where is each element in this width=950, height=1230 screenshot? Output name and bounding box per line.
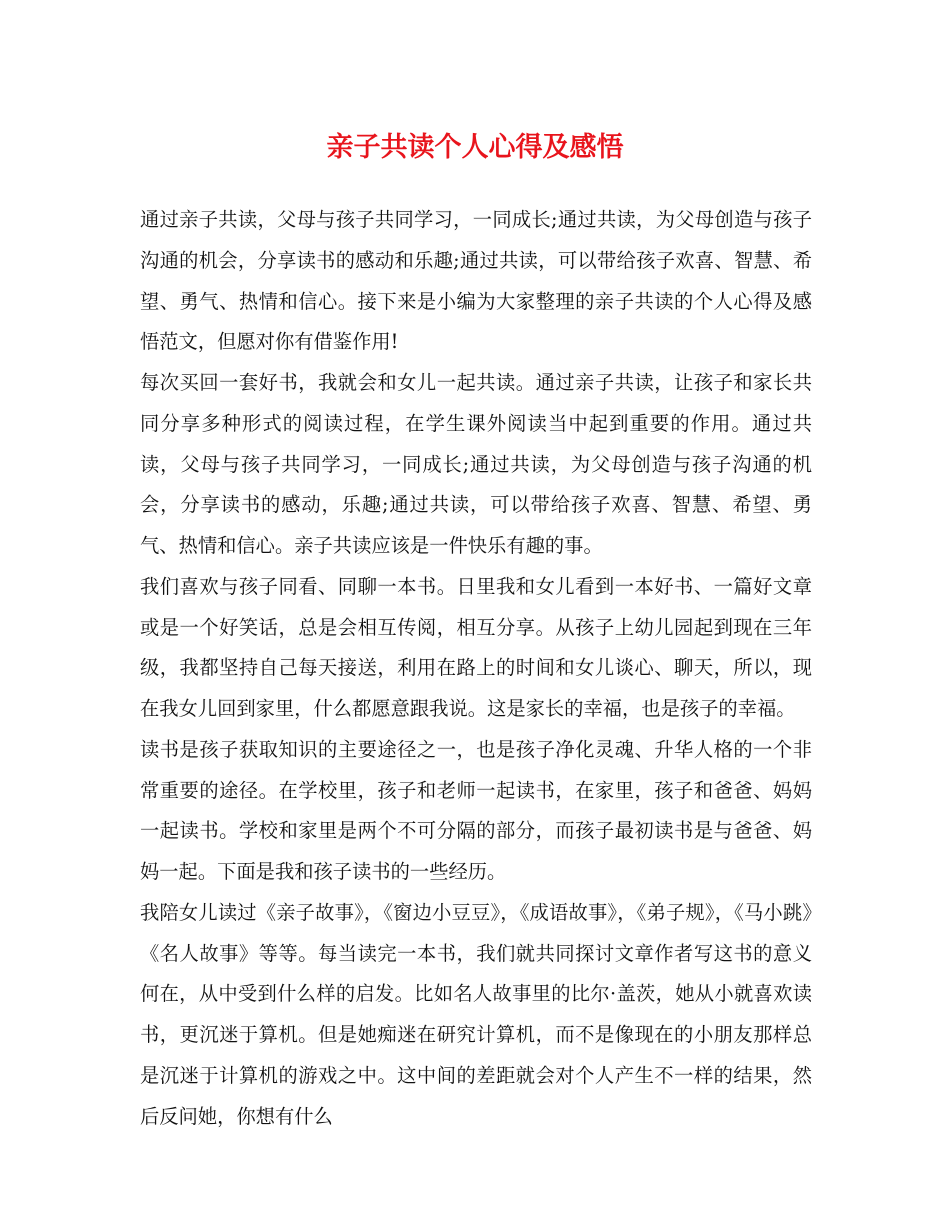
paragraph-1: 通过亲子共读，父母与孩子共同学习，一同成长;通过共读，为父母创造与孩子沟通的机会，分享读书的感动和乐趣;通过共读，可以带给孩子欢喜、智慧、希望、勇气、热情和信心。接下来是小编为大家整理的亲子共读的个人心得及感悟范文，但愿对你有借鉴作用! — [140, 208, 812, 354]
paragraph-4: 读书是孩子获取知识的主要途径之一，也是孩子净化灵魂、升华人格的一个非常重要的途径。在学校里，孩子和老师一起读书，在家里，孩子和爸爸、妈妈一起读书。学校和家里是两个不可分隔的部分，而孩子最初读书是与爸爸、妈妈一起。下面是我和孩子读书的一些经历。 — [140, 737, 812, 883]
paragraph-2: 每次买回一套好书，我就会和女儿一起共读。通过亲子共读，让孩子和家长共同分享多种形式的阅读过程，在学生课外阅读当中起到重要的作用。通过共读，父母与孩子共同学习，一同成长;通过共读，为父母创造与孩子沟通的机会，分享读书的感动，乐趣;通过共读，可以带给孩子欢喜、智慧、希望、勇气、热情和信心。亲子共读应该是一件快乐有趣的事。 — [140, 371, 812, 557]
document-title: 亲子共读个人心得及感悟 — [326, 132, 624, 163]
document-body — [140, 200, 812, 1137]
paragraph-3: 我们喜欢与孩子同看、同聊一本书。日里我和女儿看到一本好书、一篇好文章或是一个好笑话，总是会相互传阅，相互分享。从孩子上幼儿园起到现在三年级，我都坚持自己每天接送，利用在路上的时间和女儿谈心、聊天，所以，现在我女儿回到家里，什么都愿意跟我说。这是家长的幸福，也是孩子的幸福。 — [140, 574, 812, 720]
paragraph-5: 我陪女儿读过《亲子故事》，《窗边小豆豆》，《成语故事》，《弟子规》，《马小跳》《名人故事》等等。每当读完一本书，我们就共同探讨文章作者写这书的意义何在，从中受到什么样的启发。比如名人故事里的比尔·盖茨，她从小就喜欢读书，更沉迷于算机。但是她痴迷在研究计算机，而不是像现在的小朋友那样总是沉迷于计算机的游戏之中。这中间的差距就会对个人产生不一样的结果，然后反问她，你想有什么 — [140, 900, 812, 1128]
